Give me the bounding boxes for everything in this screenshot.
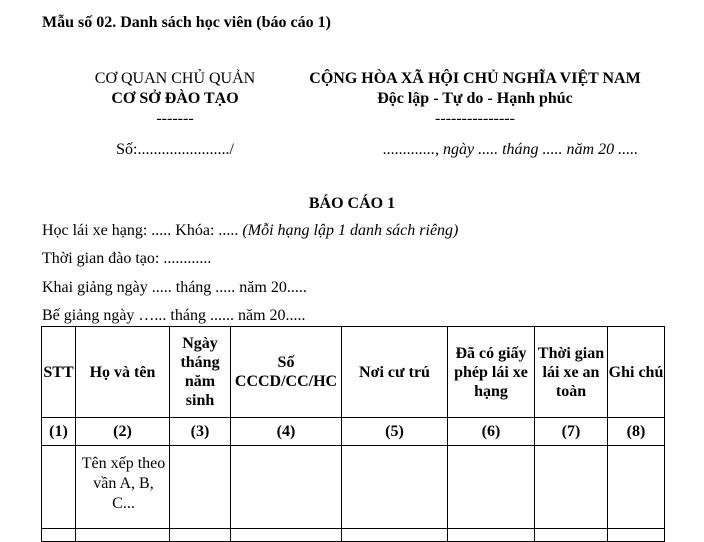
nation-name: CỘNG HÒA XÃ HỘI CHỦ NGHĨA VIỆT NAM: [309, 70, 641, 87]
table-cell: [608, 446, 665, 529]
table-cell: [342, 529, 448, 542]
table-cell: [42, 446, 76, 529]
closing-date-line: Bế giảng ngày …... tháng ...... năm 20.....: [42, 307, 306, 324]
table-cell: [170, 529, 231, 542]
table-row: [42, 446, 665, 529]
table-cell: [76, 529, 170, 542]
column-header: Họ và tên: [76, 327, 170, 418]
document-number: Số:......................./: [116, 141, 234, 158]
column-number: (2): [76, 418, 170, 446]
class-line-note: (Mỗi hạng lập 1 danh sách riêng): [242, 222, 459, 239]
column-number: (4): [231, 418, 342, 446]
form-code: Mẫu số 02. Danh sách học viên (báo cáo 1): [42, 14, 331, 31]
report-title: BÁO CÁO 1: [308, 195, 396, 212]
column-number: (7): [535, 418, 608, 446]
agency-separator: -------: [156, 110, 194, 127]
agency-name: CƠ SỞ ĐÀO TẠO: [111, 90, 239, 107]
table-cell: [448, 446, 535, 529]
training-duration-line: Thời gian đào tạo: ............: [42, 250, 212, 267]
table-cell: [608, 529, 665, 542]
table-header-row: [42, 327, 665, 418]
parent-agency: CƠ QUAN CHỦ QUẢN: [94, 70, 256, 87]
name-cell: Tên xếp theo vần A, B, C...: [76, 446, 170, 529]
column-number: (3): [170, 418, 231, 446]
table-cell: [42, 529, 76, 542]
national-motto: Độc lập - Tự do - Hạnh phúc: [377, 90, 573, 107]
table-cell: [535, 446, 608, 529]
column-header: Thời gian lái xe an toàn: [535, 327, 608, 418]
table-cell: [231, 529, 342, 542]
class-line: [42, 222, 458, 240]
column-header: STT: [42, 327, 76, 418]
column-header: Số CCCD/CC/HC: [231, 327, 342, 418]
column-header: Nơi cư trú: [342, 327, 448, 418]
motto-separator: ---------------: [435, 110, 515, 127]
table-cell: [170, 446, 231, 529]
column-number: (6): [448, 418, 535, 446]
class-line-text: Học lái xe hạng: ..... Khóa: .....: [42, 222, 243, 239]
table-cell: [342, 446, 448, 529]
column-number: (1): [42, 418, 76, 446]
table-cell: [535, 529, 608, 542]
column-header: Ghi chú: [608, 327, 665, 418]
opening-date-line: Khai giảng ngày ..... tháng ..... năm 20.....: [42, 279, 307, 296]
column-header: Ngày tháng năm sinh: [170, 327, 231, 418]
column-header: Đã có giấy phép lái xe hạng: [448, 327, 535, 418]
column-number: (8): [608, 418, 665, 446]
table-number-row: [42, 418, 665, 446]
table-row: [42, 529, 665, 542]
column-number: (5): [342, 418, 448, 446]
place-date: ............., ngày ..... tháng ..... năm 20 .....: [383, 141, 639, 158]
table-cell: [448, 529, 535, 542]
student-table: [41, 326, 665, 542]
table-cell: [231, 446, 342, 529]
